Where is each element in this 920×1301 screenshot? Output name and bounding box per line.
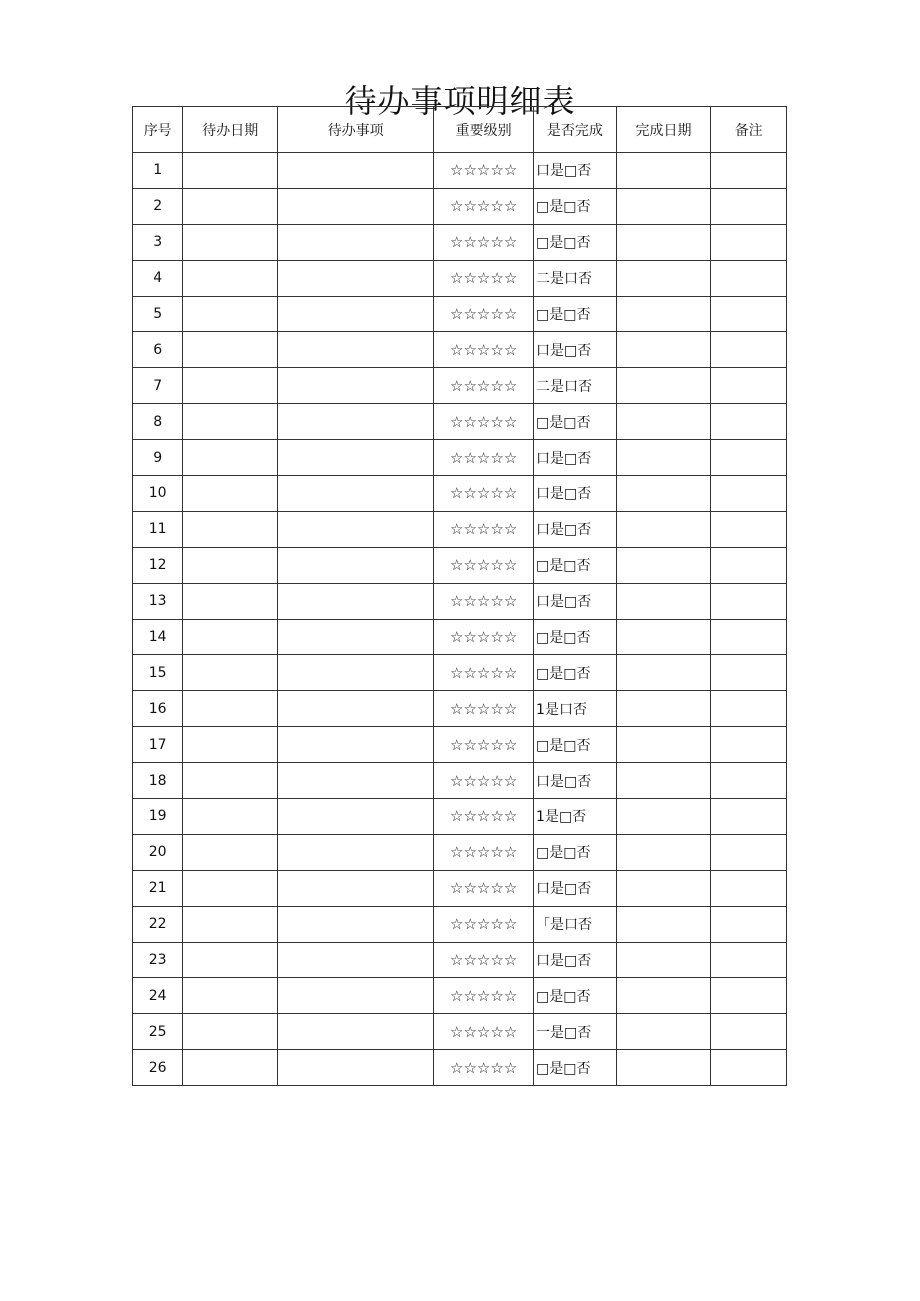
row-seq-cell: 26 <box>133 1050 183 1086</box>
row-completion-date-cell[interactable] <box>616 1014 711 1050</box>
table-row <box>133 583 787 619</box>
table-row <box>133 727 787 763</box>
row-completion-date-cell[interactable] <box>616 224 711 260</box>
row-completed-checkbox[interactable]: 二是口否 <box>534 368 617 404</box>
table-row <box>133 870 787 906</box>
row-seq-cell: 23 <box>133 942 183 978</box>
row-importance-stars[interactable]: ☆☆☆☆☆ <box>434 691 534 727</box>
row-note-cell[interactable] <box>711 799 787 835</box>
row-note-cell[interactable] <box>711 942 787 978</box>
table-row <box>133 404 787 440</box>
row-completion-date-cell[interactable] <box>616 583 711 619</box>
row-completion-date-cell[interactable] <box>616 942 711 978</box>
row-completion-date-cell[interactable] <box>616 260 711 296</box>
row-todo-item-cell[interactable] <box>278 511 434 547</box>
row-seq-cell: 15 <box>133 655 183 691</box>
row-todo-item-cell[interactable] <box>278 188 434 224</box>
row-importance-stars[interactable]: ☆☆☆☆☆ <box>434 799 534 835</box>
row-todo-date-cell[interactable] <box>183 188 278 224</box>
table-row <box>133 260 787 296</box>
table-row <box>133 978 787 1014</box>
table-row <box>133 655 787 691</box>
row-completed-checkbox[interactable]: □是□否 <box>534 188 617 224</box>
row-note-cell[interactable] <box>711 583 787 619</box>
row-seq-cell: 1 <box>133 153 183 189</box>
row-todo-item-cell[interactable] <box>278 870 434 906</box>
table-row <box>133 619 787 655</box>
row-note-cell[interactable] <box>711 906 787 942</box>
row-completed-checkbox[interactable]: 口是□否 <box>534 870 617 906</box>
row-todo-item-cell[interactable] <box>278 440 434 476</box>
table-body <box>133 153 787 1086</box>
row-seq-cell: 8 <box>133 404 183 440</box>
row-note-cell[interactable] <box>711 691 787 727</box>
row-todo-item-cell[interactable] <box>278 547 434 583</box>
row-seq-cell: 6 <box>133 332 183 368</box>
row-todo-date-cell[interactable] <box>183 942 278 978</box>
row-note-cell[interactable] <box>711 547 787 583</box>
row-seq-cell: 17 <box>133 727 183 763</box>
row-completion-date-cell[interactable] <box>616 511 711 547</box>
table-row <box>133 1014 787 1050</box>
header-completed: 是否完成 <box>534 107 617 153</box>
row-importance-stars[interactable]: ☆☆☆☆☆ <box>434 942 534 978</box>
row-completion-date-cell[interactable] <box>616 870 711 906</box>
row-todo-item-cell[interactable] <box>278 224 434 260</box>
row-completed-checkbox[interactable]: 口是□否 <box>534 153 617 189</box>
row-seq-cell: 3 <box>133 224 183 260</box>
row-importance-stars[interactable]: ☆☆☆☆☆ <box>434 583 534 619</box>
row-completed-checkbox[interactable]: □是□否 <box>534 655 617 691</box>
row-note-cell[interactable] <box>711 153 787 189</box>
header-importance: 重要级别 <box>434 107 534 153</box>
row-importance-stars[interactable]: ☆☆☆☆☆ <box>434 906 534 942</box>
row-note-cell[interactable] <box>711 511 787 547</box>
row-completed-checkbox[interactable]: □是□否 <box>534 296 617 332</box>
row-todo-date-cell[interactable] <box>183 547 278 583</box>
row-seq-cell: 16 <box>133 691 183 727</box>
row-completed-checkbox[interactable]: 口是□否 <box>534 511 617 547</box>
row-seq-cell: 11 <box>133 511 183 547</box>
row-todo-item-cell[interactable] <box>278 476 434 512</box>
table-row <box>133 691 787 727</box>
row-seq-cell: 19 <box>133 799 183 835</box>
row-completion-date-cell[interactable] <box>616 691 711 727</box>
table-row <box>133 511 787 547</box>
row-importance-stars[interactable]: ☆☆☆☆☆ <box>434 368 534 404</box>
row-todo-date-cell[interactable] <box>183 834 278 870</box>
row-todo-item-cell[interactable] <box>278 583 434 619</box>
row-seq-cell: 20 <box>133 834 183 870</box>
row-importance-stars[interactable]: ☆☆☆☆☆ <box>434 763 534 799</box>
row-todo-item-cell[interactable] <box>278 655 434 691</box>
row-note-cell[interactable] <box>711 1050 787 1086</box>
row-completed-checkbox[interactable]: □是□否 <box>534 727 617 763</box>
table-row <box>133 188 787 224</box>
row-todo-item-cell[interactable] <box>278 619 434 655</box>
row-completed-checkbox[interactable]: 口是□否 <box>534 332 617 368</box>
row-note-cell[interactable] <box>711 727 787 763</box>
row-importance-stars[interactable]: ☆☆☆☆☆ <box>434 1014 534 1050</box>
row-completed-checkbox[interactable]: □是□否 <box>534 1050 617 1086</box>
row-seq-cell: 7 <box>133 368 183 404</box>
row-note-cell[interactable] <box>711 368 787 404</box>
row-todo-date-cell[interactable] <box>183 296 278 332</box>
row-todo-date-cell[interactable] <box>183 476 278 512</box>
row-todo-date-cell[interactable] <box>183 440 278 476</box>
table-row <box>133 296 787 332</box>
row-todo-date-cell[interactable] <box>183 978 278 1014</box>
table-row <box>133 834 787 870</box>
row-todo-item-cell[interactable] <box>278 942 434 978</box>
row-todo-date-cell[interactable] <box>183 691 278 727</box>
table-row <box>133 547 787 583</box>
row-completed-checkbox[interactable]: 二是口否 <box>534 260 617 296</box>
row-seq-cell: 18 <box>133 763 183 799</box>
header-todo-item: 待办事项 <box>278 107 434 153</box>
row-todo-date-cell[interactable] <box>183 655 278 691</box>
row-completion-date-cell[interactable] <box>616 547 711 583</box>
header-note: 备注 <box>711 107 787 153</box>
table-header-row <box>133 107 787 153</box>
row-completed-checkbox[interactable]: 口是□否 <box>534 763 617 799</box>
row-seq-cell: 21 <box>133 870 183 906</box>
row-completed-checkbox[interactable]: 口是□否 <box>534 440 617 476</box>
row-importance-stars[interactable]: ☆☆☆☆☆ <box>434 834 534 870</box>
row-completed-checkbox[interactable]: □是□否 <box>534 224 617 260</box>
row-todo-item-cell[interactable] <box>278 1014 434 1050</box>
row-todo-date-cell[interactable] <box>183 404 278 440</box>
row-importance-stars[interactable]: ☆☆☆☆☆ <box>434 870 534 906</box>
row-importance-stars[interactable]: ☆☆☆☆☆ <box>434 440 534 476</box>
row-seq-cell: 24 <box>133 978 183 1014</box>
row-todo-item-cell[interactable] <box>278 727 434 763</box>
row-todo-date-cell[interactable] <box>183 727 278 763</box>
row-completed-checkbox[interactable]: 口是□否 <box>534 942 617 978</box>
table-row <box>133 224 787 260</box>
row-todo-date-cell[interactable] <box>183 260 278 296</box>
row-todo-date-cell[interactable] <box>183 870 278 906</box>
row-note-cell[interactable] <box>711 655 787 691</box>
row-seq-cell: 9 <box>133 440 183 476</box>
row-completion-date-cell[interactable] <box>616 906 711 942</box>
row-todo-date-cell[interactable] <box>183 1050 278 1086</box>
row-completion-date-cell[interactable] <box>616 1050 711 1086</box>
table-row <box>133 368 787 404</box>
row-todo-date-cell[interactable] <box>183 583 278 619</box>
row-todo-item-cell[interactable] <box>278 332 434 368</box>
row-completion-date-cell[interactable] <box>616 763 711 799</box>
row-note-cell[interactable] <box>711 1014 787 1050</box>
row-completion-date-cell[interactable] <box>616 153 711 189</box>
table-row <box>133 153 787 189</box>
row-seq-cell: 10 <box>133 476 183 512</box>
row-importance-stars[interactable]: ☆☆☆☆☆ <box>434 1050 534 1086</box>
row-todo-date-cell[interactable] <box>183 224 278 260</box>
row-completion-date-cell[interactable] <box>616 799 711 835</box>
row-completion-date-cell[interactable] <box>616 368 711 404</box>
row-seq-cell: 4 <box>133 260 183 296</box>
row-todo-item-cell[interactable] <box>278 799 434 835</box>
row-note-cell[interactable] <box>711 440 787 476</box>
row-completion-date-cell[interactable] <box>616 834 711 870</box>
table-row <box>133 332 787 368</box>
row-completion-date-cell[interactable] <box>616 978 711 1014</box>
row-note-cell[interactable] <box>711 332 787 368</box>
row-completion-date-cell[interactable] <box>616 619 711 655</box>
row-importance-stars[interactable]: ☆☆☆☆☆ <box>434 655 534 691</box>
row-importance-stars[interactable]: ☆☆☆☆☆ <box>434 224 534 260</box>
row-todo-item-cell[interactable] <box>278 296 434 332</box>
row-todo-date-cell[interactable] <box>183 1014 278 1050</box>
row-note-cell[interactable] <box>711 476 787 512</box>
row-completed-checkbox[interactable]: 口是□否 <box>534 583 617 619</box>
row-todo-date-cell[interactable] <box>183 619 278 655</box>
row-note-cell[interactable] <box>711 296 787 332</box>
row-completed-checkbox[interactable]: 一是□否 <box>534 1014 617 1050</box>
header-completion-date: 完成日期 <box>616 107 711 153</box>
row-note-cell[interactable] <box>711 404 787 440</box>
table-row <box>133 763 787 799</box>
row-note-cell[interactable] <box>711 260 787 296</box>
row-completion-date-cell[interactable] <box>616 655 711 691</box>
row-seq-cell: 14 <box>133 619 183 655</box>
header-seq: 序号 <box>133 107 183 153</box>
row-todo-date-cell[interactable] <box>183 906 278 942</box>
row-note-cell[interactable] <box>711 870 787 906</box>
row-importance-stars[interactable]: ☆☆☆☆☆ <box>434 260 534 296</box>
row-importance-stars[interactable]: ☆☆☆☆☆ <box>434 978 534 1014</box>
row-importance-stars[interactable]: ☆☆☆☆☆ <box>434 727 534 763</box>
row-completed-checkbox[interactable]: 1是口否 <box>534 691 617 727</box>
table-row <box>133 476 787 512</box>
row-todo-item-cell[interactable] <box>278 1050 434 1086</box>
row-note-cell[interactable] <box>711 834 787 870</box>
row-importance-stars[interactable]: ☆☆☆☆☆ <box>434 511 534 547</box>
row-seq-cell: 25 <box>133 1014 183 1050</box>
row-completion-date-cell[interactable] <box>616 188 711 224</box>
row-importance-stars[interactable]: ☆☆☆☆☆ <box>434 296 534 332</box>
row-completed-checkbox[interactable]: 1是□否 <box>534 799 617 835</box>
row-importance-stars[interactable]: ☆☆☆☆☆ <box>434 476 534 512</box>
row-todo-item-cell[interactable] <box>278 260 434 296</box>
table-row <box>133 440 787 476</box>
row-todo-item-cell[interactable] <box>278 404 434 440</box>
table-row <box>133 942 787 978</box>
row-completion-date-cell[interactable] <box>616 332 711 368</box>
row-completed-checkbox[interactable]: □是□否 <box>534 619 617 655</box>
row-todo-date-cell[interactable] <box>183 799 278 835</box>
page-title: 待办事项明细表 <box>344 82 576 121</box>
row-todo-date-cell[interactable] <box>183 511 278 547</box>
row-completion-date-cell[interactable] <box>616 476 711 512</box>
row-todo-date-cell[interactable] <box>183 332 278 368</box>
row-completed-checkbox[interactable]: □是□否 <box>534 834 617 870</box>
table-row <box>133 1050 787 1086</box>
row-completed-checkbox[interactable]: 口是□否 <box>534 476 617 512</box>
row-completion-date-cell[interactable] <box>616 440 711 476</box>
row-completed-checkbox[interactable]: □是□否 <box>534 404 617 440</box>
row-note-cell[interactable] <box>711 188 787 224</box>
row-completed-checkbox[interactable]: □是□否 <box>534 978 617 1014</box>
table-row <box>133 799 787 835</box>
row-todo-date-cell[interactable] <box>183 368 278 404</box>
row-todo-date-cell[interactable] <box>183 153 278 189</box>
table-row <box>133 906 787 942</box>
row-seq-cell: 12 <box>133 547 183 583</box>
row-completion-date-cell[interactable] <box>616 296 711 332</box>
row-importance-stars[interactable]: ☆☆☆☆☆ <box>434 188 534 224</box>
row-seq-cell: 13 <box>133 583 183 619</box>
row-completed-checkbox[interactable]: □是□否 <box>534 547 617 583</box>
row-todo-item-cell[interactable] <box>278 978 434 1014</box>
row-todo-date-cell[interactable] <box>183 763 278 799</box>
row-importance-stars[interactable]: ☆☆☆☆☆ <box>434 332 534 368</box>
row-note-cell[interactable] <box>711 619 787 655</box>
row-importance-stars[interactable]: ☆☆☆☆☆ <box>434 619 534 655</box>
row-seq-cell: 2 <box>133 188 183 224</box>
row-todo-item-cell[interactable] <box>278 763 434 799</box>
row-note-cell[interactable] <box>711 978 787 1014</box>
row-todo-item-cell[interactable] <box>278 691 434 727</box>
row-seq-cell: 5 <box>133 296 183 332</box>
row-todo-item-cell[interactable] <box>278 834 434 870</box>
row-seq-cell: 22 <box>133 906 183 942</box>
row-importance-stars[interactable]: ☆☆☆☆☆ <box>434 404 534 440</box>
todo-table <box>132 106 787 1086</box>
row-importance-stars[interactable]: ☆☆☆☆☆ <box>434 547 534 583</box>
row-note-cell[interactable] <box>711 763 787 799</box>
row-completion-date-cell[interactable] <box>616 404 711 440</box>
row-todo-item-cell[interactable] <box>278 906 434 942</box>
row-importance-stars[interactable]: ☆☆☆☆☆ <box>434 153 534 189</box>
row-todo-item-cell[interactable] <box>278 153 434 189</box>
row-todo-item-cell[interactable] <box>278 368 434 404</box>
row-note-cell[interactable] <box>711 224 787 260</box>
header-todo-date: 待办日期 <box>183 107 278 153</box>
row-completed-checkbox[interactable]: 「是口否 <box>534 906 617 942</box>
row-completion-date-cell[interactable] <box>616 727 711 763</box>
